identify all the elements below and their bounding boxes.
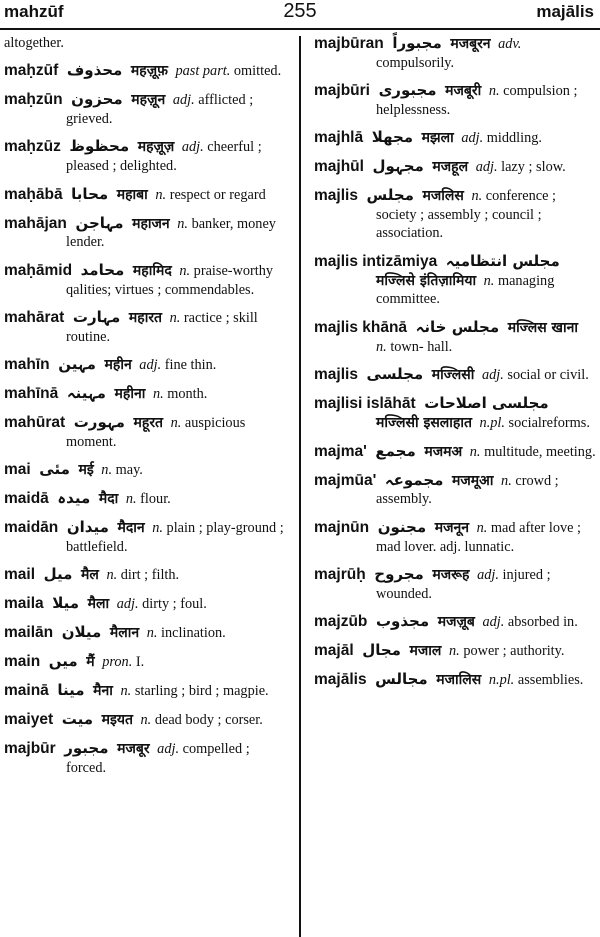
- entry-urdu-script: محامد: [80, 260, 125, 279]
- left-column: [4, 34, 290, 786]
- dictionary-entry: [314, 34, 596, 72]
- entry-part-of-speech: adj.: [481, 366, 504, 383]
- entry-definition: may.: [115, 462, 143, 479]
- entry-part-of-speech: adj.: [139, 357, 162, 374]
- dictionary-entry: [4, 623, 290, 643]
- entry-headword: maḥzūz: [4, 138, 61, 156]
- dictionary-entry: [314, 442, 596, 462]
- entry-part-of-speech: n.: [101, 462, 113, 479]
- dictionary-entry: [314, 81, 596, 119]
- entry-definition: compelled ; forced.: [66, 740, 250, 776]
- dictionary-entry: [4, 308, 290, 346]
- dictionary-entry: [314, 318, 596, 356]
- entry-hindi-script: मजबूरन: [450, 36, 491, 52]
- entry-headword: majma': [314, 442, 367, 460]
- entry-hindi-script: महीना: [114, 386, 146, 403]
- entry-headword: mailān: [4, 623, 54, 641]
- entry-part-of-speech: n.: [170, 414, 182, 431]
- entry-headword: main: [4, 652, 41, 670]
- entry-headword: majbūr: [4, 739, 56, 757]
- dictionary-entry: [4, 61, 290, 81]
- entry-hindi-script: मैना: [93, 682, 113, 699]
- entry-part-of-speech: n.: [449, 643, 460, 660]
- entry-urdu-script: مجنون: [377, 517, 427, 536]
- entry-definition: I.: [135, 653, 145, 670]
- entry-part-of-speech: n.: [177, 215, 188, 232]
- entry-headword: maḥāmid: [4, 261, 73, 279]
- entry-headword: majbūri: [314, 82, 370, 100]
- entry-hindi-script: महाबा: [116, 186, 148, 203]
- entry-hindi-script: महारत: [128, 309, 163, 326]
- entry-headword: majālis: [314, 670, 367, 688]
- entry-headword: majlis khānā: [314, 318, 408, 336]
- header-right-guide-word: majālis: [536, 2, 594, 21]
- entry-definition: dirt ; filth.: [120, 567, 180, 584]
- entry-part-of-speech: n.: [152, 386, 164, 403]
- entry-part-of-speech: n.: [483, 272, 495, 289]
- entry-hindi-script: मैदा: [98, 491, 119, 508]
- entry-definition: praise-worthy qalities; virtues ; commendables.: [66, 262, 274, 298]
- entry-headword: majzūb: [314, 613, 368, 631]
- entry-definition: social or civil.: [507, 366, 589, 383]
- dictionary-entry: [4, 518, 290, 556]
- entry-part-of-speech: adj.: [157, 740, 180, 757]
- dictionary-entry: [4, 137, 290, 175]
- entry-headword: mahūrat: [4, 413, 66, 431]
- entry-definition: socialreforms.: [508, 414, 590, 431]
- dictionary-entry: [314, 252, 596, 309]
- entry-part-of-speech: adj.: [475, 159, 498, 176]
- entry-definition: omitted.: [233, 63, 282, 80]
- entry-hindi-script: महज़ूफ़: [130, 63, 168, 80]
- dictionary-entry: [4, 460, 290, 480]
- entry-hindi-script: मज्लिस खाना: [507, 319, 579, 336]
- dictionary-entry: [314, 641, 596, 661]
- entry-part-of-speech: n.: [501, 472, 512, 489]
- entry-headword: mahīnā: [4, 385, 59, 403]
- entry-part-of-speech: n.: [376, 338, 387, 355]
- entry-urdu-script: مجلس خانہ: [415, 317, 500, 336]
- entry-hindi-script: मैला: [87, 596, 110, 613]
- entry-urdu-script: مہارت: [72, 307, 121, 326]
- dictionary-entry: [4, 413, 290, 451]
- entry-hindi-script: महीन: [104, 357, 132, 374]
- entry-definition: cheerful ; pleased ; delighted.: [66, 139, 262, 175]
- entry-headword: majnūn: [314, 518, 370, 536]
- entry-urdu-script: محذوف: [66, 61, 123, 80]
- entry-hindi-script: मजबूर: [117, 740, 150, 757]
- entry-hindi-script: मजमूआ: [452, 472, 494, 489]
- entry-hindi-script: मझला: [421, 130, 454, 147]
- entry-definition: assemblies.: [517, 671, 584, 688]
- entry-urdu-script: مہاجن: [75, 213, 124, 232]
- entry-urdu-script: مجلس انتظامیہ: [445, 251, 560, 270]
- dictionary-entry: [4, 185, 290, 205]
- entry-headword: mai: [4, 461, 31, 479]
- entry-hindi-script: मजाल: [409, 643, 442, 660]
- entry-urdu-script: محزون: [71, 90, 123, 109]
- dictionary-entry: [4, 261, 290, 299]
- entry-definition: absorbed in.: [507, 614, 578, 631]
- entry-part-of-speech: past part.: [175, 63, 231, 80]
- dictionary-entry: [314, 565, 596, 603]
- entry-hindi-script: मजबूरी: [445, 83, 482, 100]
- entry-hindi-script: मजलिस: [422, 188, 464, 205]
- entry-headword: majbūran: [314, 35, 384, 52]
- dictionary-entry: [4, 565, 290, 585]
- entry-headword: maidā: [4, 490, 49, 508]
- entry-part-of-speech: n.: [140, 711, 152, 728]
- header-rule: [0, 28, 600, 30]
- entry-hindi-script: मइयत: [101, 711, 133, 728]
- dictionary-entry: [4, 594, 290, 614]
- entry-headword: maḥābā: [4, 185, 63, 203]
- entry-urdu-script: مجہول: [372, 157, 424, 176]
- entry-hindi-script: मज्लिसे इंतिज़ामिया: [376, 272, 477, 289]
- entry-part-of-speech: adj.: [116, 596, 139, 613]
- entry-headword: maiyet: [4, 710, 54, 728]
- entry-definition: fine thin.: [164, 357, 217, 374]
- entry-headword: mahārat: [4, 308, 65, 326]
- entry-urdu-script: مئی: [39, 460, 70, 479]
- entry-urdu-script: میدہ: [57, 489, 91, 508]
- entry-definition: inclination.: [161, 624, 226, 641]
- entry-definition: ractice ; skill routine.: [66, 309, 258, 345]
- entry-headword: mainā: [4, 681, 49, 699]
- entry-hindi-script: मजमअ: [424, 443, 463, 460]
- entry-definition: injured ; wounded.: [376, 566, 551, 602]
- dictionary-entry: [314, 518, 596, 556]
- entry-part-of-speech: adv.: [498, 36, 522, 52]
- entry-part-of-speech: adj.: [181, 139, 204, 156]
- dictionary-entry: [4, 652, 290, 672]
- entry-definition: mad after love ; mad lover. adj. lunnatic.: [376, 519, 582, 555]
- entry-definition: compulsorily.: [376, 54, 455, 71]
- entry-part-of-speech: n.: [488, 83, 500, 100]
- entry-urdu-script: محابا: [71, 184, 109, 203]
- entry-part-of-speech: pron.: [102, 653, 133, 670]
- entry-urdu-script: مجھلا: [371, 128, 414, 147]
- entry-part-of-speech: n.: [152, 519, 163, 536]
- entry-urdu-script: مہورت: [73, 412, 125, 431]
- entry-part-of-speech: n.: [125, 491, 137, 508]
- entry-hindi-script: महाजन: [132, 215, 170, 232]
- entry-hindi-script: मजज़ूब: [437, 614, 475, 631]
- entry-hindi-script: मज्लिसी: [431, 366, 475, 383]
- entry-urdu-script: مہین: [58, 355, 96, 374]
- entry-part-of-speech: n.: [469, 443, 481, 460]
- entry-part-of-speech: n.pl.: [488, 671, 515, 688]
- entry-hindi-script: महज़ून: [131, 92, 166, 109]
- dictionary-entry: [4, 681, 290, 701]
- dictionary-entry: [4, 739, 290, 777]
- entry-urdu-script: مجبوراً: [392, 34, 442, 52]
- entry-part-of-speech: n.: [476, 519, 488, 536]
- entry-urdu-script: مینا: [57, 680, 85, 699]
- entry-definition: auspicious moment.: [66, 414, 246, 450]
- entry-hindi-script: मजरूह: [432, 566, 470, 583]
- page-number: 255: [283, 0, 317, 22]
- entry-urdu-script: مجذوب: [375, 612, 430, 631]
- entry-hindi-script: मजहूल: [432, 159, 469, 176]
- entry-part-of-speech: n.: [179, 262, 191, 279]
- entry-hindi-script: मजनून: [434, 519, 470, 536]
- entry-definition: town- hall.: [390, 338, 453, 355]
- entry-urdu-script: مجلس: [366, 186, 414, 205]
- entry-hindi-script: महूरत: [133, 414, 164, 431]
- entry-headword: majlis: [314, 187, 358, 205]
- entry-part-of-speech: n.pl.: [479, 414, 505, 431]
- dictionary-entry: [314, 471, 596, 509]
- entry-part-of-speech: adj.: [477, 566, 499, 583]
- entry-headword: mail: [4, 566, 36, 584]
- entry-definition: plain ; play-ground ; battlefield.: [66, 519, 284, 555]
- entry-part-of-speech: n.: [106, 567, 118, 584]
- entry-definition: crowd ; assembly.: [376, 472, 559, 508]
- entry-urdu-script: مجلسی اصلاحات: [424, 393, 549, 412]
- entry-urdu-script: میل: [43, 565, 73, 584]
- entry-headword: majlis: [314, 365, 358, 383]
- entry-part-of-speech: n.: [155, 186, 167, 203]
- entry-headword: majlisi islāhāt: [314, 394, 416, 412]
- entry-part-of-speech: n.: [471, 188, 483, 205]
- entry-definition: dead body ; corser.: [154, 711, 263, 728]
- entry-headword: maḥzūf: [4, 62, 59, 80]
- entry-urdu-script: مجبور: [64, 738, 109, 757]
- entry-headword: maḥzūn: [4, 91, 63, 109]
- right-column: [314, 34, 596, 699]
- dictionary-entry: [314, 365, 596, 385]
- entry-part-of-speech: adj.: [482, 614, 505, 631]
- entry-hindi-script: मैल: [80, 567, 99, 584]
- entry-urdu-script: مجالس: [375, 669, 428, 688]
- entry-definition: managing committee.: [376, 272, 555, 308]
- entry-urdu-script: میدان: [66, 517, 109, 536]
- column-divider: [299, 36, 301, 937]
- entry-definition: banker, money lender.: [66, 215, 276, 251]
- entry-hindi-script: मज्लिसी इसलाहात: [376, 414, 472, 431]
- entry-urdu-script: میں: [48, 651, 78, 670]
- entry-urdu-script: میلا: [52, 594, 80, 613]
- entry-hindi-script: महज़ूज़: [137, 139, 175, 156]
- entry-urdu-script: مجمع: [375, 441, 416, 460]
- entry-headword: maidān: [4, 518, 59, 536]
- entry-definition: month.: [167, 386, 208, 403]
- entry-headword: majhlā: [314, 129, 364, 147]
- entry-hindi-script: मैं: [86, 653, 95, 670]
- dictionary-entry: [4, 384, 290, 404]
- entry-definition: multitude, meeting.: [484, 443, 596, 460]
- entry-definition: altogether.: [4, 35, 64, 51]
- header-left-guide-word: mahzūf: [4, 2, 64, 21]
- entry-hindi-script: मैदान: [117, 519, 145, 536]
- entry-hindi-script: मई: [78, 462, 94, 479]
- entry-definition: lazy ; slow.: [501, 159, 566, 176]
- entry-urdu-script: میت: [61, 709, 93, 728]
- entry-urdu-script: مجبوری: [378, 81, 437, 100]
- entry-definition: afflicted ; grieved.: [66, 92, 254, 128]
- entry-definition: dirty ; foul.: [142, 596, 207, 613]
- entry-headword: majmūa': [314, 471, 377, 489]
- dictionary-entry: [4, 214, 290, 252]
- dictionary-entry: [4, 34, 290, 52]
- entry-urdu-script: مجموعہ: [384, 470, 444, 489]
- entry-headword: majlis intizāmiya: [314, 252, 438, 270]
- dictionary-entry: [4, 710, 290, 730]
- entry-hindi-script: महामिद: [132, 262, 172, 279]
- entry-hindi-script: मैलान: [109, 624, 140, 641]
- dictionary-entry: [4, 90, 290, 128]
- entry-definition: respect or regard: [169, 186, 266, 203]
- entry-part-of-speech: n.: [120, 682, 132, 699]
- entry-hindi-script: मजालिस: [436, 671, 482, 688]
- entry-urdu-script: محظوظ: [69, 137, 130, 156]
- entry-headword: majhūl: [314, 158, 364, 176]
- entry-headword: majrūḥ: [314, 565, 366, 583]
- entry-headword: mahīn: [4, 356, 50, 374]
- dictionary-entry: [314, 157, 596, 177]
- dictionary-entry: [4, 489, 290, 509]
- entry-headword: maila: [4, 595, 44, 613]
- entry-part-of-speech: adj.: [461, 130, 484, 147]
- entry-definition: compulsion ; helplessness.: [376, 83, 578, 119]
- entry-part-of-speech: n.: [146, 624, 158, 641]
- entry-definition: flour.: [140, 491, 171, 508]
- entry-definition: middling.: [486, 130, 542, 147]
- dictionary-entry: [314, 612, 596, 632]
- entry-urdu-script: مجال: [362, 641, 401, 660]
- entry-part-of-speech: n.: [169, 309, 181, 326]
- dictionary-entry: [314, 128, 596, 148]
- entry-urdu-script: مہینہ: [66, 384, 106, 403]
- entry-urdu-script: مجلسی: [366, 364, 424, 383]
- dictionary-entry: [314, 186, 596, 243]
- entry-definition: power ; authority.: [463, 643, 565, 660]
- dictionary-entry: [314, 394, 596, 433]
- dictionary-entry: [314, 670, 596, 690]
- entry-part-of-speech: adj.: [172, 92, 195, 109]
- entry-urdu-script: میلان: [61, 622, 102, 641]
- entry-definition: starling ; bird ; magpie.: [134, 682, 269, 699]
- dictionary-entry: [4, 355, 290, 375]
- entry-urdu-script: مجروح: [374, 564, 424, 583]
- entry-definition: conference ; society ; assembly ; council ; association.: [376, 188, 557, 242]
- entry-headword: mahājan: [4, 214, 67, 232]
- entry-headword: majāl: [314, 642, 354, 660]
